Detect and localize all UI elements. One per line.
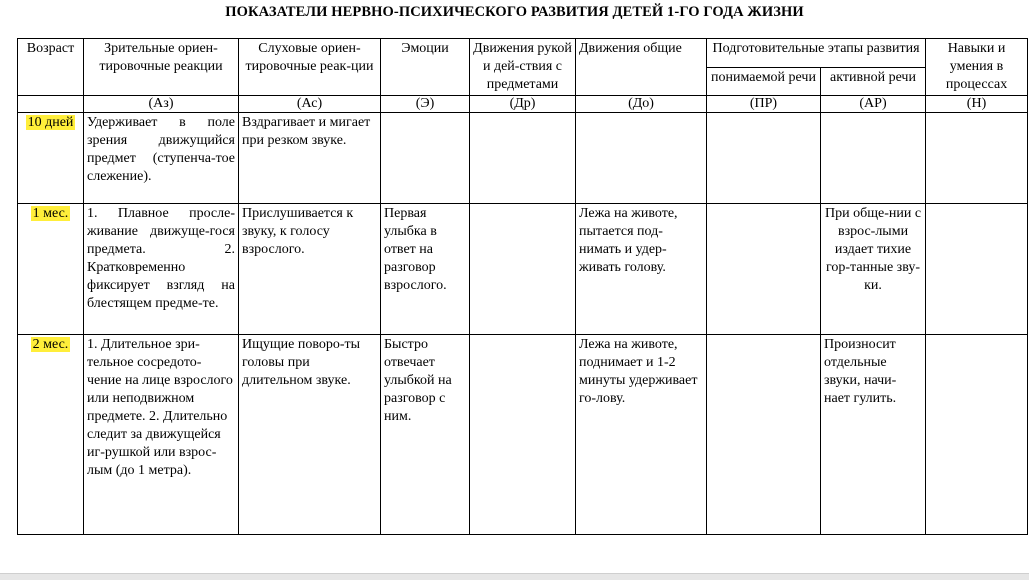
age-highlight: 2 мес. <box>32 337 69 352</box>
code-general: (До) <box>576 96 707 113</box>
passive-cell <box>707 113 821 204</box>
code-age <box>18 96 84 113</box>
general-cell: Лежа на животе, поднимает и 1-2 минуты удерживает го-лову. <box>576 335 707 535</box>
visual-cell: 1. Длительное зри-тельное сосредото-чение на лице взрослого или неподвижном предмете. 2. Длительно следит за движущейся иг-рушкой или взрос-лым (до 1 метра). <box>84 335 239 535</box>
age-cell <box>18 335 84 535</box>
header-visual: Зрительные ориен-тировочные реакции <box>84 39 239 96</box>
hand-cell <box>470 335 576 535</box>
general-cell <box>576 113 707 204</box>
passive-cell <box>707 335 821 535</box>
active-cell: Произносит отдельные звуки, начи-нает гулить. <box>821 335 926 535</box>
header-age: Возраст <box>18 39 84 96</box>
header-general: Движения общие <box>576 39 707 96</box>
age-cell <box>18 113 84 204</box>
general-cell: Лежа на животе, пытается под-нимать и удер-живать голову. <box>576 204 707 335</box>
skills-cell <box>926 335 1028 535</box>
age-highlight: 1 мес. <box>32 206 69 221</box>
auditory-cell: Прислушивается к звуку, к голосу взрослого. <box>239 204 381 335</box>
skills-cell <box>926 204 1028 335</box>
emotions-cell: Быстро отвечает улыбкой на разговор с ним. <box>381 335 470 535</box>
table-row <box>18 113 1028 204</box>
code-passive: (ПР) <box>707 96 821 113</box>
header-auditory: Слуховые ориен-тировочные реак-ции <box>239 39 381 96</box>
header-emotions: Эмоции <box>381 39 470 96</box>
emotions-cell <box>381 113 470 204</box>
header-skills: Навыки и умения в процессах <box>926 39 1028 96</box>
code-active: (АР) <box>821 96 926 113</box>
passive-cell <box>707 204 821 335</box>
code-emotions: (Э) <box>381 96 470 113</box>
code-hand: (Др) <box>470 96 576 113</box>
code-auditory: (Ас) <box>239 96 381 113</box>
page-title: ПОКАЗАТЕЛИ НЕРВНО-ПСИХИЧЕСКОГО РАЗВИТИЯ ДЕТЕЙ 1-ГО ГОДА ЖИЗНИ <box>225 4 804 20</box>
code-skills: (Н) <box>926 96 1028 113</box>
table-row <box>18 335 1028 535</box>
age-cell <box>18 204 84 335</box>
auditory-cell: Вздрагивает и мигает при резком звуке. <box>239 113 381 204</box>
auditory-cell: Ищущие поворо-ты головы при длительном звуке. <box>239 335 381 535</box>
age-highlight: 10 дней <box>27 115 74 130</box>
visual-cell: Удерживает в поле зрения движущийся предмет (ступенча-тое слежение). <box>84 113 239 204</box>
skills-cell <box>926 113 1028 204</box>
visual-cell: 1. Плавное просле-живание движуще-гося предмета. 2. Кратковременно фиксирует взгляд на блестящем предме-те. <box>84 204 239 335</box>
header-hand: Движения рукой и дей-ствия с предметами <box>470 39 576 96</box>
development-table <box>17 38 1028 535</box>
header-prep: Подготовительные этапы развития <box>707 39 926 68</box>
code-visual: (Аз) <box>84 96 239 113</box>
active-cell: При обще-нии с взрос-лыми издает тихие гор-танные зву-ки. <box>821 204 926 335</box>
active-cell <box>821 113 926 204</box>
hand-cell <box>470 204 576 335</box>
hand-cell <box>470 113 576 204</box>
codes-row <box>18 96 1028 113</box>
emotions-cell: Первая улыбка в ответ на разговор взрослого. <box>381 204 470 335</box>
header-passive-speech: понимаемой речи <box>707 67 821 96</box>
table-row <box>18 204 1028 335</box>
header-row <box>18 39 1028 68</box>
header-active-speech: активной речи <box>821 67 926 96</box>
